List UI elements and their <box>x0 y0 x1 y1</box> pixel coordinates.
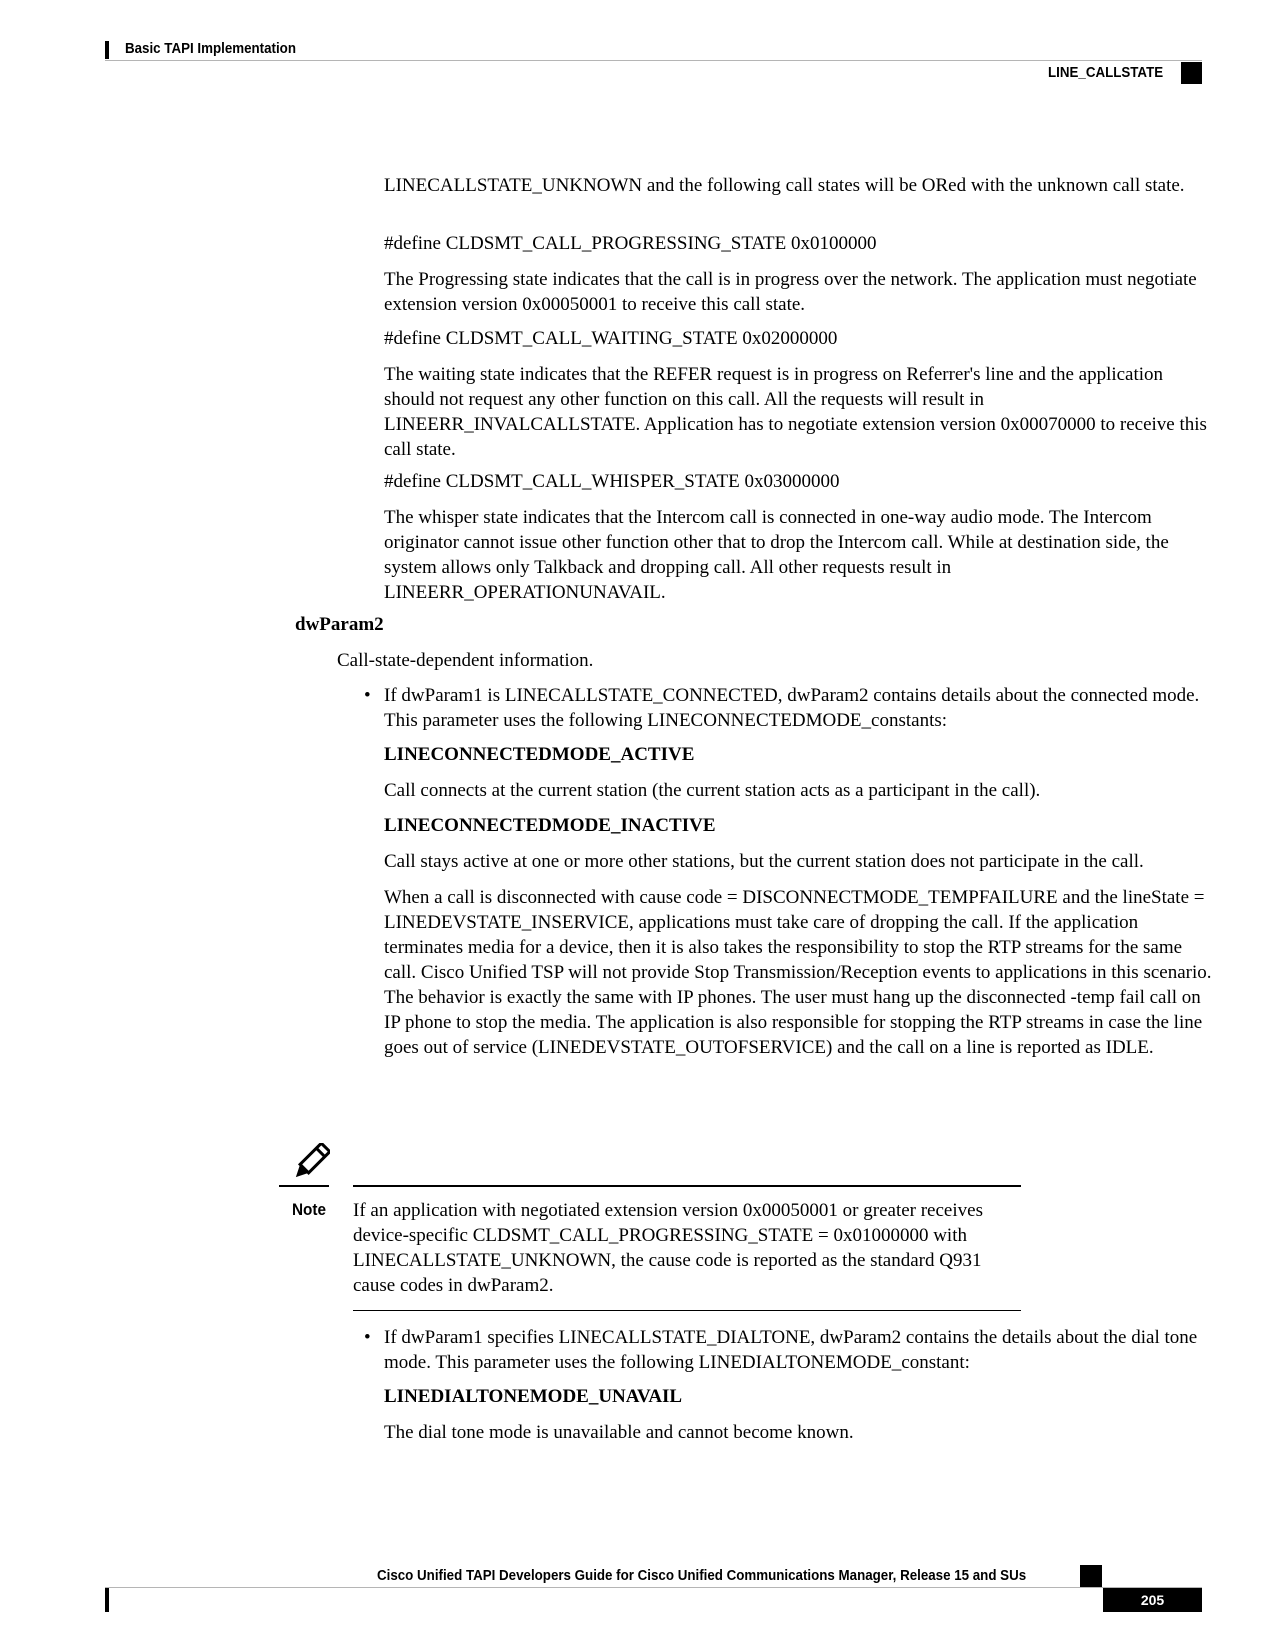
const-connectedmode-inactive: LINECONNECTEDMODE_INACTIVE <box>384 815 716 836</box>
paragraph-waiting-state: The waiting state indicates that the REFER request is in progress on Referrer's line and the application should not request any other function on this call. All the requests will result in LINEERR_INVALCALLSTATE. Application has to negotiate extension version 0x00070000 to receive this call state. <box>384 364 1207 460</box>
desc-connectedmode-inactive: Call stays active at one or more other stations, but the current station does not participate in the call. <box>384 851 1144 872</box>
page-number: 205 <box>1103 1588 1202 1612</box>
header-rule <box>105 60 1202 61</box>
footer-rule <box>105 1587 1202 1588</box>
bullet-marker: • <box>364 1327 371 1348</box>
paragraph-unknown-state: LINECALLSTATE_UNKNOWN and the following call states will be ORed with the unknown call state. <box>384 175 1185 196</box>
footer-marker-square <box>1080 1565 1102 1587</box>
desc-dialtonemode-unavail: The dial tone mode is unavailable and cannot become known. <box>384 1422 854 1443</box>
header-section-title: Basic TAPI Implementation <box>125 41 296 57</box>
define-waiting-state: #define CLDSMT_CALL_WAITING_STATE 0x02000000 <box>384 328 838 349</box>
const-dialtonemode-unavail: LINEDIALTONEMODE_UNAVAIL <box>384 1386 683 1407</box>
note-label: Note <box>292 1200 327 1219</box>
desc-connectedmode-active: Call connects at the current station (the current station acts as a participant in the call). <box>384 780 1041 801</box>
dwparam2-heading: dwParam2 <box>295 614 384 635</box>
note-bottom-rule <box>353 1310 1021 1311</box>
define-progressing-state: #define CLDSMT_CALL_PROGRESSING_STATE 0x0100000 <box>384 233 877 254</box>
paragraph-progressing-state: The Progressing state indicates that the call is in progress over the network. The application must negotiate extension version 0x00050001 to receive this call state. <box>384 269 1197 315</box>
bullet-marker: • <box>364 685 371 706</box>
note-top-rule <box>353 1185 1021 1187</box>
header-marker-square <box>1181 62 1202 84</box>
footer-book-title: Cisco Unified TAPI Developers Guide for Cisco Unified Communications Manager, Release 15 and SUs <box>377 1568 1027 1584</box>
note-icon-rule <box>279 1185 329 1187</box>
dwparam2-description: Call-state-dependent information. <box>337 650 594 671</box>
header-chapter-title: LINE_CALLSTATE <box>1047 65 1163 81</box>
header-left-bar <box>105 41 109 59</box>
define-whisper-state: #define CLDSMT_CALL_WHISPER_STATE 0x03000000 <box>384 471 840 492</box>
paragraph-disconnect: When a call is disconnected with cause code = DISCONNECTMODE_TEMPFAILURE and the lineState = LINEDEVSTATE_INSERVICE, applications must take care of dropping the call. If the application terminates media for a device, then it is also takes the responsibility to stop the RTP streams for the same call. Cisco Unified TSP will not provide Stop Transmission/Reception events to applications in this scenario. The behavior is exactly the same with IP phones. The user must hang up the disconnected -temp fail call on IP phone to stop the media. The application is also responsible for stopping the RTP streams in case the line goes out of service (LINEDEVSTATE_OUTOFSERVICE) and the call on a line is reported as IDLE. <box>384 887 1212 1058</box>
footer-left-bar <box>105 1588 109 1612</box>
note-text: If an application with negotiated extension version 0x00050001 or greater receives device-specific CLDSMT_CALL_PROGRESSING_STATE = 0x01000000 with LINECALLSTATE_UNKNOWN, the cause code is reported as the standard Q931 cause codes in dwParam2. <box>353 1200 983 1296</box>
bullet-dialtone: If dwParam1 specifies LINECALLSTATE_DIALTONE, dwParam2 contains the details about the dial tone mode. This parameter uses the following LINEDIALTONEMODE_constant: <box>384 1327 1198 1373</box>
pencil-icon <box>290 1143 330 1183</box>
paragraph-whisper-state: The whisper state indicates that the Intercom call is connected in one-way audio mode. The Intercom originator cannot issue other function other that to drop the Intercom call. While at destination side, the system allows only Talkback and dropping call. All other requests result in LINEERR_OPERATIONUNAVAIL. <box>384 507 1169 603</box>
const-connectedmode-active: LINECONNECTEDMODE_ACTIVE <box>384 744 695 765</box>
bullet-connected: If dwParam1 is LINECALLSTATE_CONNECTED, dwParam2 contains details about the connected mode. This parameter uses the following LINECONNECTEDMODE_constants: <box>384 685 1200 731</box>
